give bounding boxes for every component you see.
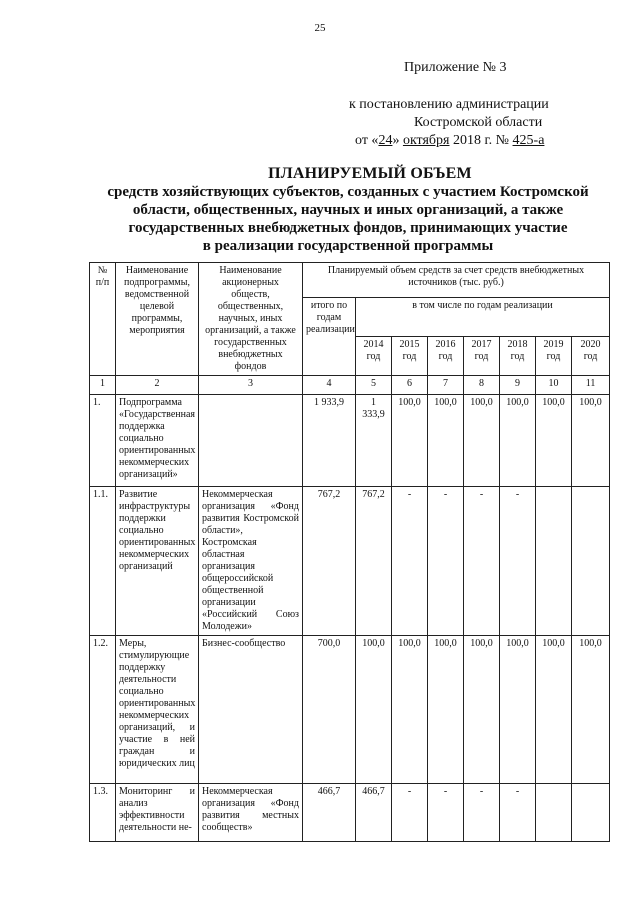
header-planned: Планируемый объем средств за счет средств внебюджетных источников (тыс. руб.) [303, 263, 610, 298]
row-total: 466,7 [303, 784, 356, 842]
row-program: Развитие инфраструктуры поддержки социально ориентированных некоммерческих организаций [116, 487, 199, 636]
row-value: 100,0 [536, 636, 572, 784]
column-index: 8 [464, 376, 500, 395]
row-value [536, 487, 572, 636]
row-organization: Некоммерческая организация «Фонд развития местных сообществ» [199, 784, 303, 842]
row-value: 100,0 [356, 636, 392, 784]
column-index: 5 [356, 376, 392, 395]
decree-day: 24 [378, 133, 393, 148]
decree-year: 2018 г. № [449, 133, 513, 148]
header-orgs: Наименование акционерных обществ, общественных, научных, иных организаций, а также государственных внебюджетных фондов [199, 263, 303, 376]
header-row [90, 263, 610, 298]
subtitle-line: в реализации государственной программы [202, 238, 494, 254]
row-value: 100,0 [536, 395, 572, 487]
row-value: - [392, 784, 428, 842]
row-value: - [500, 487, 536, 636]
row-value: 100,0 [428, 636, 464, 784]
row-value [572, 784, 610, 842]
header-year: 2014 год [356, 337, 392, 376]
decree-line-2: Костромской области [414, 115, 543, 130]
row-value: 100,0 [500, 395, 536, 487]
row-number: 1. [90, 395, 116, 487]
header-num: № п/п [90, 263, 116, 376]
subtitle-line: средств хозяйствующих субъектов, созданных с участием Костромской [107, 184, 589, 200]
row-value: 100,0 [464, 636, 500, 784]
column-index: 6 [392, 376, 428, 395]
column-index: 4 [303, 376, 356, 395]
header-year: 2017 год [464, 337, 500, 376]
document-subtitle [98, 183, 598, 255]
row-value: 100,0 [392, 636, 428, 784]
row-number: 1.3. [90, 784, 116, 842]
table-row [90, 784, 610, 842]
row-value: 466,7 [356, 784, 392, 842]
header-year: 2015 год [392, 337, 428, 376]
row-program: Мониторинг и анализ эффективности деятельности не- [116, 784, 199, 842]
table-row [90, 487, 610, 636]
subtitle-line: государственных внебюджетных фондов, принимающих участие [128, 220, 568, 236]
row-number: 1.1. [90, 487, 116, 636]
table-row [90, 395, 610, 487]
row-value: 100,0 [572, 636, 610, 784]
row-value: - [464, 784, 500, 842]
row-program: Подпрограмма «Государственная поддержка социально ориентированных некоммерческих организаций» [116, 395, 199, 487]
row-value: - [428, 487, 464, 636]
decree-number: 425-а [512, 133, 545, 148]
decree-month: октября [402, 133, 450, 148]
column-index: 9 [500, 376, 536, 395]
header-year: 2016 год [428, 337, 464, 376]
row-organization: Бизнес-сообщество [199, 636, 303, 784]
column-index: 2 [116, 376, 199, 395]
row-value: - [464, 487, 500, 636]
row-value: 100,0 [428, 395, 464, 487]
header-including: в том числе по годам реализации [356, 298, 610, 337]
row-total: 700,0 [303, 636, 356, 784]
column-index-row [90, 376, 610, 395]
row-value: 100,0 [464, 395, 500, 487]
header-year: 2018 год [500, 337, 536, 376]
row-total: 767,2 [303, 487, 356, 636]
row-value: - [428, 784, 464, 842]
header-total: итого по годам реализации [303, 298, 356, 376]
table-row [90, 636, 610, 784]
decree-line-3 [355, 132, 544, 150]
column-index: 7 [428, 376, 464, 395]
row-value: 100,0 [572, 395, 610, 487]
subtitle-line: области, общественных, научных и иных организаций, а также [132, 202, 564, 218]
row-organization [199, 395, 303, 487]
funding-table [89, 262, 610, 842]
row-value [572, 487, 610, 636]
page-number: 25 [314, 22, 326, 34]
row-total: 1 933,9 [303, 395, 356, 487]
document-title: ПЛАНИРУЕМЫЙ ОБЪЕМ [268, 165, 472, 182]
row-value: 767,2 [356, 487, 392, 636]
annex-label: Приложение № 3 [404, 60, 507, 75]
column-index: 11 [572, 376, 610, 395]
column-index: 1 [90, 376, 116, 395]
header-program: Наименование подпрограммы, ведомственной целевой программы, мероприятия [116, 263, 199, 376]
column-index: 3 [199, 376, 303, 395]
row-value: - [500, 784, 536, 842]
header-year: 2020 год [572, 337, 610, 376]
column-index: 10 [536, 376, 572, 395]
row-value: - [392, 487, 428, 636]
row-value: 100,0 [392, 395, 428, 487]
decree-line-1: к постановлению администрации [349, 97, 549, 112]
row-number: 1.2. [90, 636, 116, 784]
row-program: Меры, стимулирующие поддержку деятельности социально ориентированных некоммерческих организаций, и участие в ней граждан и юридических лиц [116, 636, 199, 784]
row-value: 1 333,9 [356, 395, 392, 487]
header-year: 2019 год [536, 337, 572, 376]
decree-mid: » [392, 133, 403, 148]
row-value: 100,0 [500, 636, 536, 784]
row-value [536, 784, 572, 842]
decree-prefix: от « [355, 133, 379, 148]
row-organization: Некоммерческая организация «Фонд развития Костромской области», Костромская областная организация общероссийской общественной организации «Российский Союз Молодежи» [199, 487, 303, 636]
